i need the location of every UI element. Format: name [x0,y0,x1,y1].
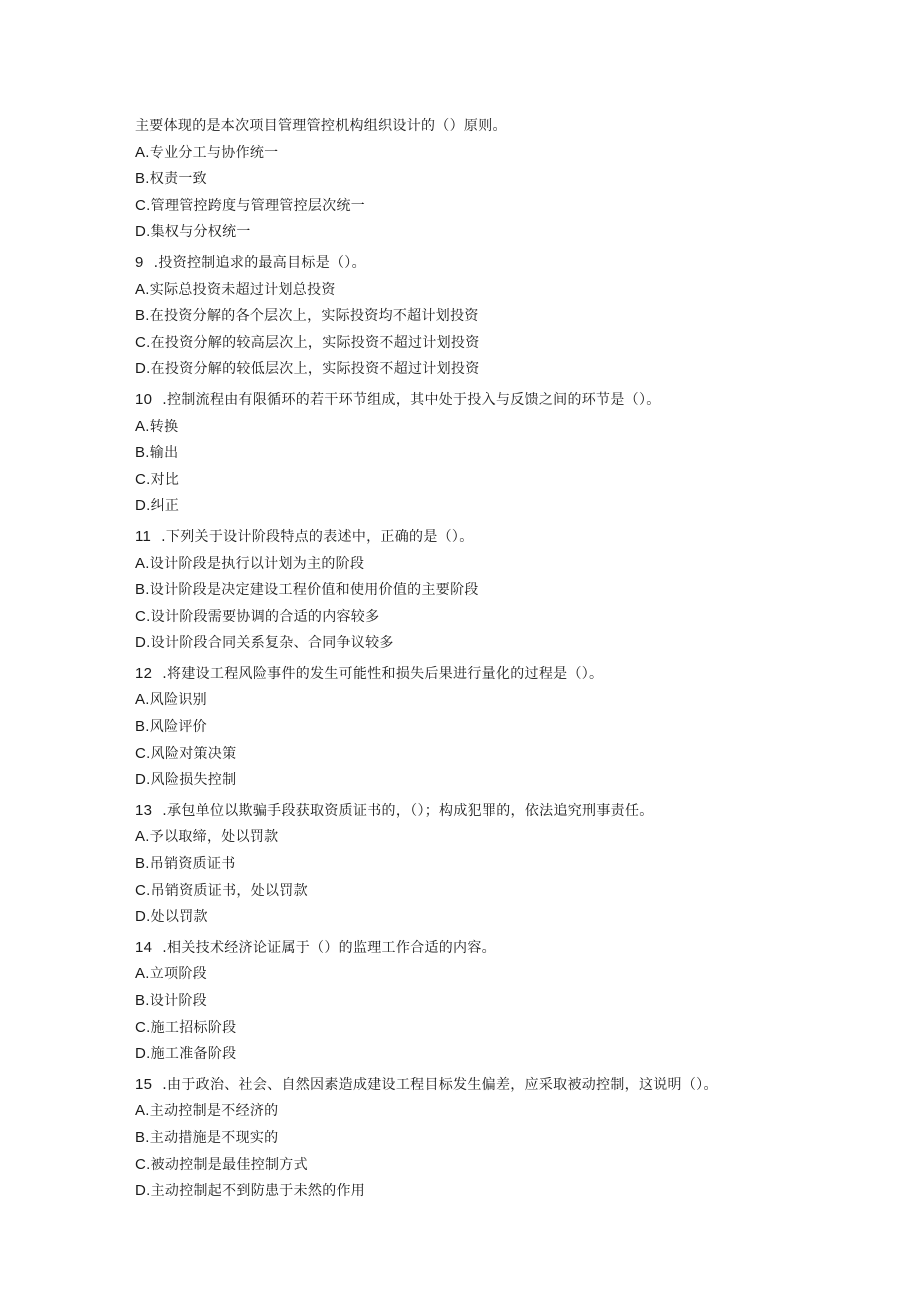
option-text: 专业分工与协作统一 [149,144,279,161]
option-text: 设计阶段需要协调的合适的内容较多 [150,608,380,625]
option-text: 风险识别 [149,692,207,709]
option-letter: D. [135,1045,151,1063]
question-text [135,1072,875,1099]
option-letter: B. [135,581,150,599]
option-text: 主动控制是不经济的 [149,1103,279,1120]
option-text: 设计阶段合同关系复杂、合同争议较多 [150,635,394,652]
option-letter: D. [135,634,151,652]
option-text: 主动控制起不到防患于未然的作用 [150,1183,366,1200]
question-stem: .承包单位以欺骗手段获取资质证书的，（）；构成犯罪的，依法追究刑事责任。 [162,802,654,819]
option-text: 设计阶段 [149,993,207,1009]
exam-page [135,113,875,1205]
answer-option [135,714,875,741]
option-text: 施工招标阶段 [150,1019,237,1036]
answer-option [135,767,875,794]
answer-option [135,1152,875,1179]
option-letter: B. [135,992,150,1009]
answer-option [135,1125,875,1152]
option-text: 风险对策决策 [150,745,237,762]
answer-option [135,577,875,604]
option-letter: D. [135,1182,151,1200]
option-letter: D. [135,223,151,241]
intro-option-c [135,193,875,220]
answer-option [135,551,875,578]
option-letter: B. [135,855,150,873]
question-stem: .由于政治、社会、自然因素造成建设工程目标发生偏差，应采取被动控制，这说明（）。 [162,1076,718,1093]
option-letter: A. [135,1102,150,1120]
answer-option [135,630,875,657]
option-letter: A. [135,691,150,709]
answer-option [135,687,875,714]
option-text: 设计阶段是决定建设工程价值和使用价值的主要阶段 [149,582,479,599]
option-letter: A. [135,143,150,161]
option-text: 被动控制是最佳控制方式 [150,1156,308,1173]
question-number: 9 [135,253,144,271]
option-letter: B. [135,1128,150,1146]
option-text: 立项阶段 [149,966,207,983]
option-text: 风险评价 [149,719,207,736]
option-letter: A. [135,828,150,846]
answer-option [135,961,875,988]
option-letter: C. [135,470,151,488]
option-text: 主动措施是不现实的 [149,1129,279,1146]
question-number: 13 [135,801,153,819]
answer-option [135,440,875,467]
intro-option-b [135,166,875,193]
question-list [135,250,875,1205]
option-text: 实际总投资未超过计划总投资 [149,281,336,298]
question-text [135,524,875,551]
question-stem: .相关技术经济论证属于（）的监理工作合适的内容。 [162,939,496,956]
answer-option [135,824,875,851]
answer-option [135,356,875,383]
option-letter: D. [135,771,151,789]
option-text: 转换 [149,418,179,435]
option-letter: B. [135,718,150,736]
option-text: 处以罚款 [150,909,208,926]
answer-option [135,414,875,441]
question-number: 10 [135,390,153,408]
question-text [135,935,875,962]
option-text: 吊销资质证书 [149,856,236,873]
option-letter: B. [135,307,150,325]
option-text: 在投资分解的较高层次上，实际投资不超过计划投资 [150,334,480,351]
question-stem: .控制流程由有限循环的若干环节组成，其中处于投入与反馈之间的环节是（）。 [162,391,661,408]
option-letter: B. [135,170,150,188]
option-text: 吊销资质证书，处以罚款 [150,882,308,899]
question-stem: .下列关于设计阶段特点的表述中，正确的是（）。 [161,528,474,545]
option-letter: C. [135,744,151,762]
question-number: 12 [135,664,153,682]
option-letter: C. [135,881,151,899]
question-stem: .投资控制追求的最高目标是（）。 [153,254,366,271]
intro-question-text: 主要体现的是本次项目管理管控机构组织设计的（）原则。 [135,118,507,134]
intro-option-a [135,140,875,167]
question-number: 11 [135,527,152,545]
option-text: 输出 [149,445,179,462]
answer-option [135,467,875,494]
option-letter: A. [135,965,150,983]
answer-option [135,493,875,520]
question-number: 14 [135,938,153,956]
option-text: 集权与分权统一 [150,224,251,241]
question-text [135,250,875,277]
option-text: 风险损失控制 [150,772,237,789]
option-text: 设计阶段是执行以计划为主的阶段 [149,555,365,572]
option-text: 对比 [150,471,180,488]
option-text: 权责一致 [149,171,207,188]
question-number: 15 [135,1075,153,1093]
option-letter: A. [135,417,150,435]
option-text: 在投资分解的较低层次上，实际投资不超过计划投资 [150,361,480,378]
option-letter: A. [135,280,150,298]
answer-option [135,904,875,931]
option-text: 在投资分解的各个层次上，实际投资均不超计划投资 [149,308,479,325]
answer-option [135,330,875,357]
option-letter: B. [135,444,150,462]
question-stem: .将建设工程风险事件的发生可能性和损失后果进行量化的过程是（）。 [162,665,604,682]
option-letter: C. [135,333,151,351]
question-text [135,661,875,688]
answer-option [135,851,875,878]
answer-option [135,1015,875,1042]
answer-option [135,741,875,768]
option-letter: D. [135,360,151,378]
intro-option-d [135,219,875,246]
answer-option [135,1098,875,1125]
answer-option [135,878,875,905]
option-text: 施工准备阶段 [150,1046,237,1063]
answer-option [135,303,875,330]
option-text: 管理管控跨度与管理管控层次统一 [150,197,366,214]
option-letter: C. [135,1018,151,1036]
answer-option [135,604,875,631]
option-letter: A. [135,554,150,572]
answer-option [135,988,875,1015]
option-letter: C. [135,607,151,625]
answer-option [135,277,875,304]
option-letter: D. [135,497,151,515]
option-letter: C. [135,1155,151,1173]
question-text [135,798,875,825]
option-text: 予以取缔，处以罚款 [149,829,279,846]
option-text: 纠正 [150,498,180,515]
answer-option [135,1041,875,1068]
question-text [135,387,875,414]
option-letter: C. [135,196,151,214]
answer-option [135,1178,875,1205]
option-letter: D. [135,908,151,926]
